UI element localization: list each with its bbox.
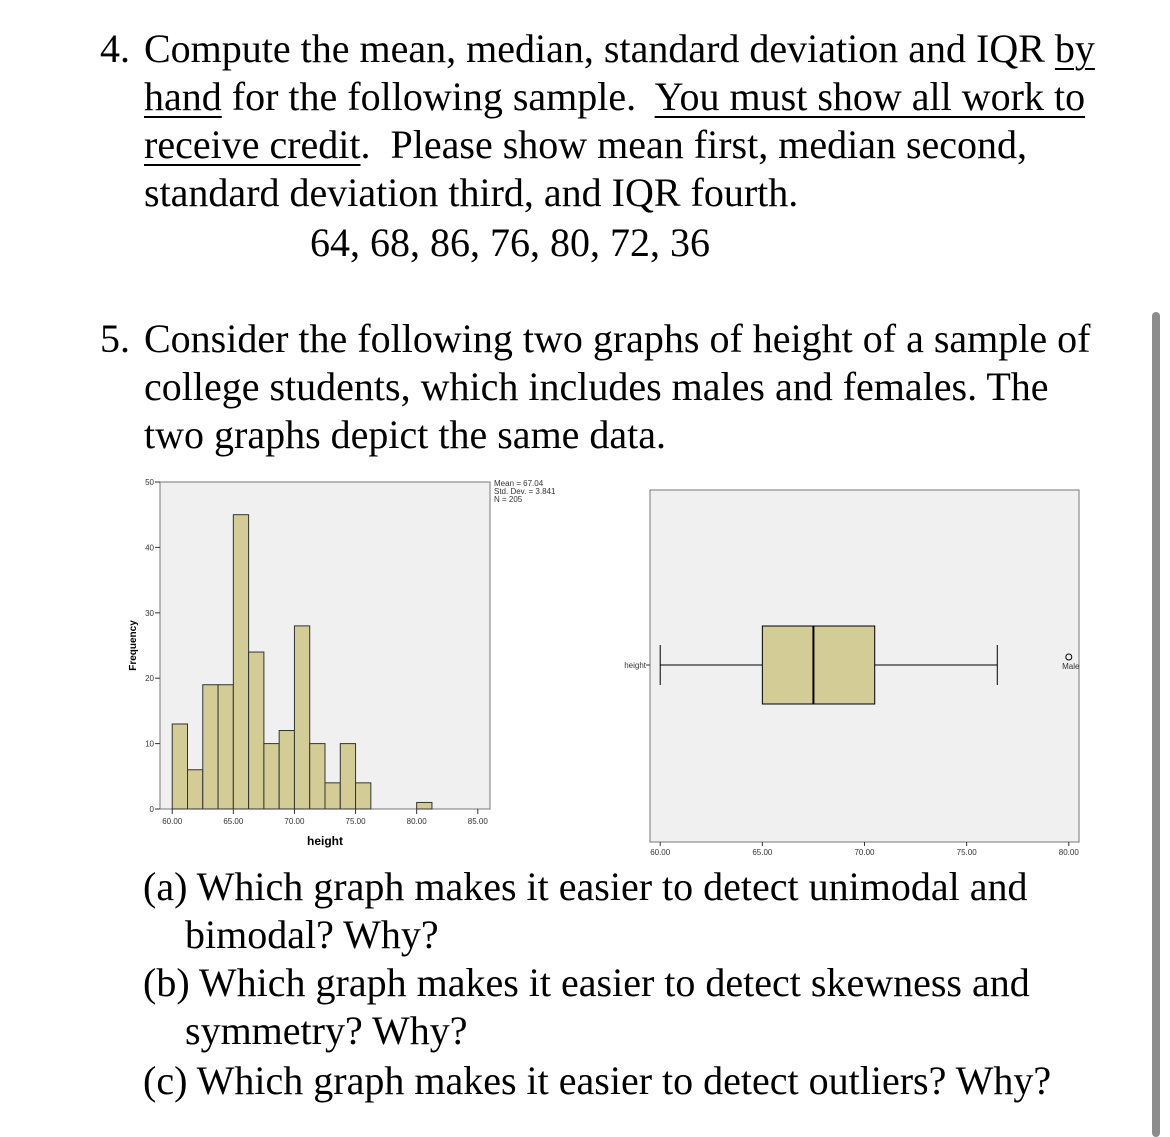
question-4-line-1: [144, 25, 1095, 73]
x-tick-label: 85.00: [467, 817, 488, 826]
y-tick-label: 30: [145, 608, 154, 618]
histogram-bar: [356, 783, 371, 809]
summary-stat: Mean = 67.04: [494, 479, 544, 488]
summary-stat: N = 205: [494, 495, 523, 504]
q4-text: for the following sample.: [221, 74, 655, 119]
y-tick-label: 0: [149, 805, 154, 814]
y-tick-label: 10: [145, 739, 154, 749]
histogram-bar: [188, 770, 203, 809]
histogram-bar: [203, 685, 218, 809]
x-tick-label: 80.00: [1058, 848, 1079, 857]
question-5-line-3: two graphs depict the same data.: [144, 412, 667, 457]
histogram-bar: [172, 724, 187, 809]
x-tick-label: 70.00: [854, 848, 875, 857]
question-5-line-1: Consider the following two graphs of height of a sample of: [144, 316, 1091, 361]
question-5-number: 5.: [100, 316, 130, 361]
q4-text: . Please show mean first, median second,: [360, 122, 1028, 167]
y-tick-label: 50: [145, 478, 154, 487]
histogram-bar: [340, 744, 355, 809]
x-tick-label: 60.00: [650, 848, 671, 857]
q4-underline-hand: hand: [144, 74, 222, 119]
q4-underline-receive-credit: receive credit: [144, 122, 361, 167]
summary-stat: Std. Dev. = 3.841: [494, 487, 556, 496]
outlier-label: Male: [1062, 662, 1080, 671]
histogram-bar: [310, 744, 325, 809]
x-axis-label: height: [307, 834, 343, 848]
x-tick-label: 80.00: [406, 817, 427, 826]
question-5-line-2: college students, which includes males and females. The: [144, 364, 1049, 409]
x-tick-label: 75.00: [956, 848, 977, 857]
histogram-bar: [233, 515, 248, 809]
x-tick-label: 75.00: [345, 817, 366, 826]
boxplot-chart: [615, 485, 1085, 860]
histogram-bar: [218, 685, 233, 809]
histogram-bar: [264, 744, 279, 809]
histogram-bar: [417, 802, 432, 809]
sub-question-a-line-1: (a) Which graph makes it easier to detect unimodal and: [143, 864, 1028, 909]
sub-question-b-line-2: symmetry? Why?: [185, 1008, 468, 1053]
question-4-line-2: [144, 73, 1085, 121]
q4-text: Compute the mean, median, standard deviation and IQR: [144, 26, 1055, 71]
x-tick-label: 65.00: [752, 848, 773, 857]
question-4-line-4: standard deviation third, and IQR fourth.: [144, 170, 799, 215]
question-4-line-3: [144, 121, 1027, 169]
x-tick-label: 70.00: [284, 817, 305, 826]
iqr-box: [762, 626, 874, 704]
y-tick-label: 40: [145, 543, 154, 553]
sub-question-c-line-1: (c) Which graph makes it easier to detect outliers? Why?: [143, 1058, 1052, 1103]
category-label: height: [624, 661, 646, 670]
y-axis-label: Frequency: [128, 620, 139, 671]
histogram-bar: [279, 731, 294, 809]
histogram-bar: [294, 626, 309, 809]
x-tick-label: 65.00: [223, 817, 244, 826]
scrollbar[interactable]: [1152, 312, 1160, 1137]
x-tick-label: 60.00: [162, 817, 183, 826]
question-4-number: 4.: [100, 26, 130, 71]
sub-question-a-line-2: bimodal? Why?: [185, 912, 439, 957]
q4-underline-show-work: You must show all work to: [654, 74, 1086, 119]
y-tick-label: 20: [145, 674, 154, 684]
sample-values: 64, 68, 86, 76, 80, 72, 36: [310, 220, 710, 265]
histogram-bar: [249, 652, 264, 809]
q4-underline-by: by: [1054, 26, 1095, 71]
histogram-chart: [120, 470, 580, 860]
histogram-bar: [325, 783, 340, 809]
sub-question-b-line-1: (b) Which graph makes it easier to detect skewness and: [143, 960, 1030, 1005]
